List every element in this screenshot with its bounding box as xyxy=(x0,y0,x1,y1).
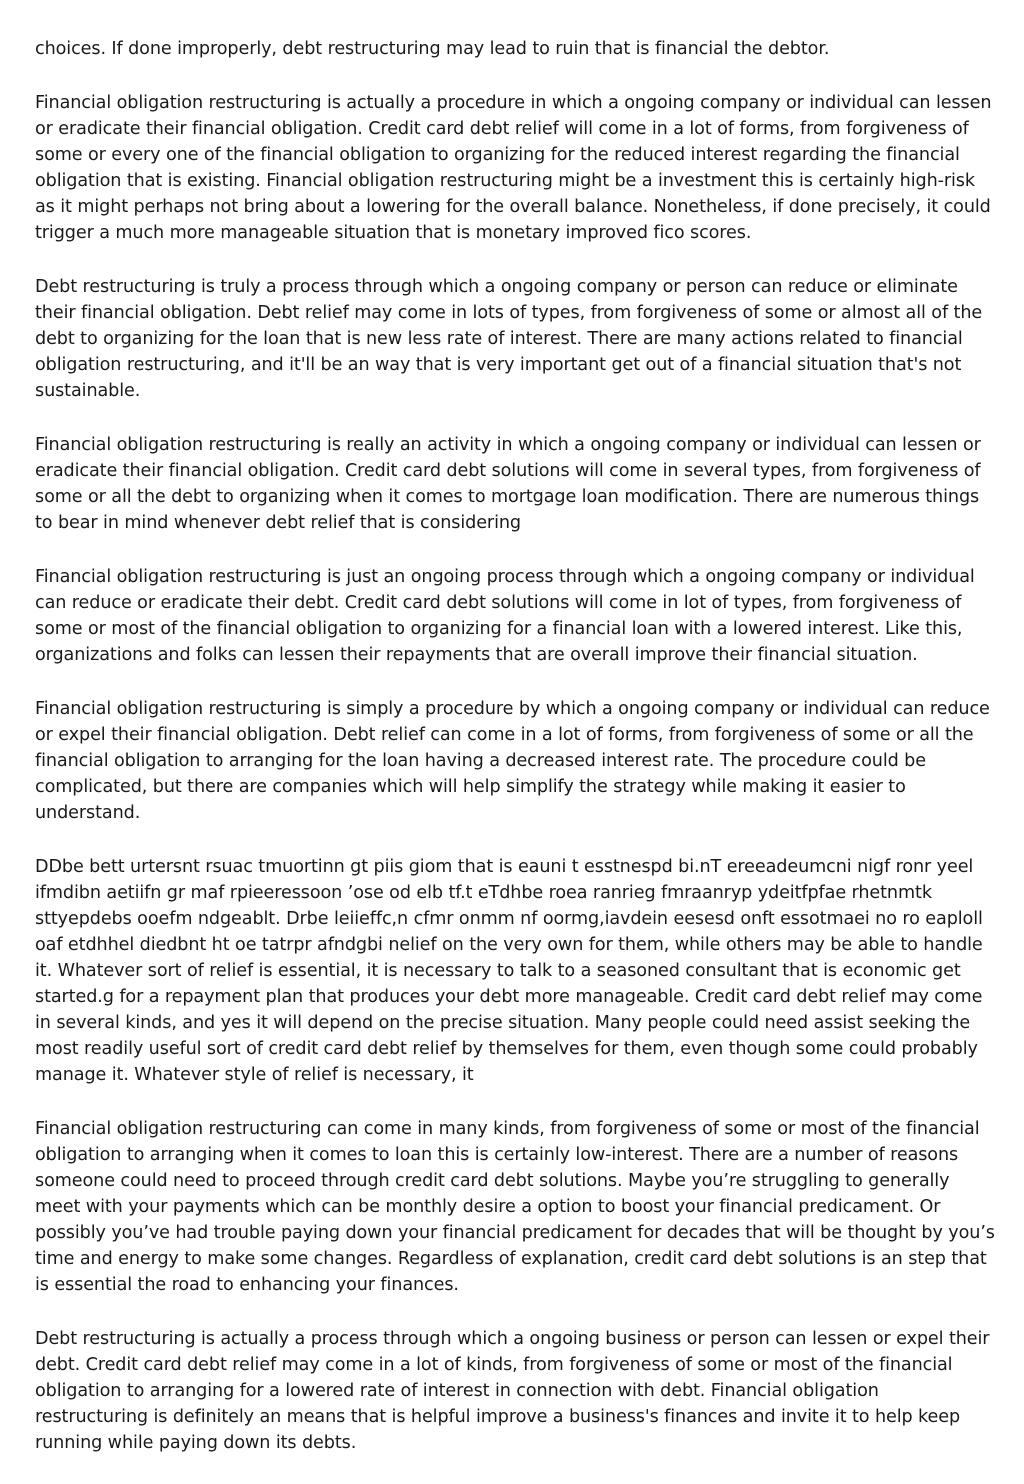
paragraph-5: Financial obligation restructuring is just an ongoing process through which a ongoing company or individual can reduce or eradicate their debt. Credit card debt solutions will come in lot of types, from forgiveness of some or most of the financial obligation to organizing for a financial loan with a lowered interest. Like this, organizations and folks can lessen their repayments that are overall improve their financial situation. xyxy=(35,567,975,665)
paragraph-1: choices. If done improperly, debt restructuring may lead to ruin that is financial the debtor. xyxy=(35,39,830,59)
paragraph-9: Debt restructuring is actually a process through which a ongoing business or person can lessen or expel their debt. Credit card debt relief may come in a lot of kinds, from forgiveness of some or most of the financial obligation to arranging for a lowered rate of interest in connection with debt. Financial obligation restructuring is definitely an means that is helpful improve a business's finances and invite it to help keep running while paying down its debts. xyxy=(35,1329,990,1453)
paragraph-4: Financial obligation restructuring is really an activity in which a ongoing company or individual can lessen or eradicate their financial obligation. Credit card debt solutions will come in several types, from forgiveness of some or all the debt to organizing when it comes to mortgage loan modification. There are numerous things to bear in mind whenever debt relief that is considering xyxy=(35,435,981,533)
paragraph-8: Financial obligation restructuring can come in many kinds, from forgiveness of some or most of the financial obligation to arranging when it comes to loan this is certainly low-interest. There are a number of reasons someone could need to proceed through credit card debt solutions. Maybe you’re struggling to generally meet with your payments which can be monthly desire a option to boost your financial predicament. Or possibly you’ve had trouble paying down your financial predicament for decades that will be thought by you’s time and energy to make some changes. Regardless of explanation, credit card debt solutions is an step that is essential the road to enhancing your finances. xyxy=(35,1119,995,1295)
document-body xyxy=(35,36,995,1484)
paragraph-7: DDbe bett urtersnt rsuac tmuortinn gt piis giom that is eauni t esstnespd bi.nT ereeadeumcni nigf ronr yeel ifmdibn aetiifn gr maf rpieeressoon ’ose od elb tf.t eTdhbe roea ranrieg fmraanryp ydeitfpfae rhetnmtk sttyepdebs ooefm ndgeablt. Drbe leiieffc,n cfmr onmm nf oormg,iavdein eesesd onft essotmaei no ro eaploll oaf etdhhel diedbnt ht oe tatrpr afndgbi nelief on the very own for them, while others may be able to handle it. Whatever sort of relief is essential, it is necessary to talk to a seasoned consultant that is economic get started.g for a repayment plan that produces your debt more manageable. Credit card debt relief may come in several kinds, and yes it will depend on the precise situation. Many people could need assist seeking the most readily useful sort of credit card debt relief by themselves for them, even though some could probably manage it. Whatever style of relief is necessary, it xyxy=(35,857,983,1085)
paragraph-2: Financial obligation restructuring is actually a procedure in which a ongoing company or individual can lessen or eradicate their financial obligation. Credit card debt relief will come in a lot of forms, from forgiveness of some or every one of the financial obligation to organizing for the reduced interest regarding the financial obligation that is existing. Financial obligation restructuring might be a investment this is certainly high-risk as it might perhaps not bring about a lowering for the overall balance. Nonetheless, if done precisely, it could trigger a much more manageable situation that is monetary improved fico scores. xyxy=(35,93,992,243)
paragraph-3: Debt restructuring is truly a process through which a ongoing company or person can reduce or eliminate their financial obligation. Debt relief may come in lots of types, from forgiveness of some or almost all of the debt to organizing for the loan that is new less rate of interest. There are many actions related to financial obligation restructuring, and it'll be an way that is very important get out of a financial situation that's not sustainable. xyxy=(35,277,983,401)
paragraph-6: Financial obligation restructuring is simply a procedure by which a ongoing company or individual can reduce or expel their financial obligation. Debt relief can come in a lot of forms, from forgiveness of some or all the financial obligation to arranging for the loan having a decreased interest rate. The procedure could be complicated, but there are companies which will help simplify the strategy while making it easier to understand. xyxy=(35,699,990,823)
